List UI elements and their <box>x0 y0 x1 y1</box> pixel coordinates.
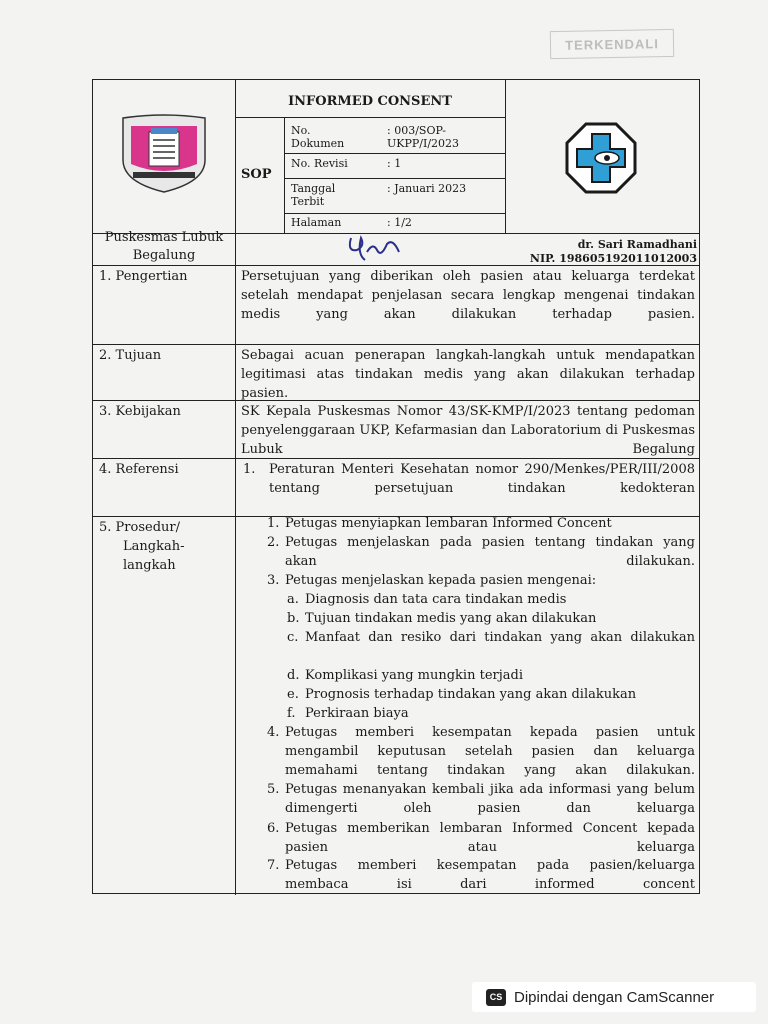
text-tujuan: Sebagai acuan penerapan langkah-langkah untuk mendapatkan legitimasi atas tindakan medis yang akan dilakukan terhadap pasien. <box>241 348 695 401</box>
camscanner-watermark <box>472 982 756 1012</box>
substep-num: f. <box>287 706 296 721</box>
step-text: Petugas memberi kesempatan kepada pasien untuk mengambil keputusan setelah pasien dan keluarga memahami tentang tindakan yang akan dilakukan. <box>285 725 695 778</box>
field-value-tanggal-terbit: : Januari 2023 <box>387 182 467 195</box>
puskesmas-logo <box>121 114 207 194</box>
step-num: 2. <box>267 535 280 550</box>
substep-num: b. <box>287 611 300 626</box>
step-num: 7. <box>267 858 280 873</box>
text-pengertian: Persetujuan yang diberikan oleh pasien atau keluarga terdekat setelah mendapat penjelasan secara lengkap mengenai tindakan medis yang akan dilakukan terhadap pasien. <box>241 269 695 322</box>
step-text: Petugas menyiapkan lembaran Informed Concent <box>285 516 612 531</box>
health-cross-logo <box>565 122 637 194</box>
step-num: 5. <box>267 782 280 797</box>
field-value-no-revisi: : 1 <box>387 157 402 170</box>
substep-text: Perkiraan biaya <box>305 706 409 721</box>
substep-num: c. <box>287 630 299 645</box>
field-label-tanggal-terbit: Tanggal Terbit <box>291 182 336 208</box>
camscanner-icon: CS <box>486 989 506 1006</box>
sop-label: SOP <box>241 167 272 182</box>
document-title: INFORMED CONSENT <box>288 94 452 109</box>
step-num: 4. <box>267 725 280 740</box>
substep-text: Manfaat dan resiko dari tindakan yang akan dilakukan <box>305 630 695 645</box>
field-value-halaman: : 1/2 <box>387 216 412 229</box>
step-text: Petugas memberikan lembaran Informed Concent kepada pasien atau keluarga <box>285 821 695 855</box>
substep-num: a. <box>287 592 299 607</box>
field-label-halaman: Halaman <box>291 216 342 229</box>
substep-text: Tujuan tindakan medis yang akan dilakukan <box>305 611 597 626</box>
signatory-name: dr. Sari Ramadhani <box>577 238 697 251</box>
sop-document <box>92 79 700 894</box>
label-prosedur-1: 5. Prosedur/ <box>99 520 180 535</box>
step-text: Petugas memberi kesempatan pada pasien/keluarga membaca isi dari informed concent <box>285 858 695 892</box>
label-prosedur-3: langkah <box>123 558 176 573</box>
substep-num: d. <box>287 668 300 683</box>
handwritten-signature <box>343 232 413 262</box>
step-num: 3. <box>267 573 280 588</box>
institution-name: Puskesmas Lubuk Begalung <box>104 230 224 263</box>
label-referensi: 4. Referensi <box>99 462 179 477</box>
step-num: 6. <box>267 821 280 836</box>
label-prosedur-2: Langkah- <box>123 539 185 554</box>
substep-text: Prognosis terhadap tindakan yang akan dilakukan <box>305 687 637 702</box>
signatory-nip: NIP. 198605192011012003 <box>529 252 697 265</box>
field-value-no-dokumen: : 003/SOP-UKPP/I/2023 <box>387 124 460 150</box>
label-pengertian: 1. Pengertian <box>99 269 188 284</box>
substep-text: Diagnosis dan tata cara tindakan medis <box>305 592 567 607</box>
label-tujuan: 2. Tujuan <box>99 348 162 363</box>
ref-num: 1. <box>243 462 256 477</box>
field-label-no-dokumen: No. Dokumen <box>291 124 345 150</box>
step-text: Petugas menanyakan kembali jika ada informasi yang belum dimengerti oleh pasien dan keluarga <box>285 782 695 816</box>
step-text: Petugas menjelaskan kepada pasien mengenai: <box>285 573 597 588</box>
controlled-stamp: TERKENDALI <box>550 29 674 59</box>
step-num: 1. <box>267 516 280 531</box>
step-text: Petugas menjelaskan pada pasien tentang tindakan yang akan dilakukan. <box>285 535 695 569</box>
substep-text: Komplikasi yang mungkin terjadi <box>305 668 523 683</box>
field-label-no-revisi: No. Revisi <box>291 157 348 170</box>
text-kebijakan: SK Kepala Puskesmas Nomor 43/SK-KMP/I/2023 tentang pedoman penyelenggaraan UKP, Kefarmasian dan Laboratorium di Puskesmas Lubuk Begalung <box>241 404 695 457</box>
text-referensi: Peraturan Menteri Kesehatan nomor 290/Menkes/PER/III/2008 tentang persetujuan tindakan kedokteran <box>269 462 695 496</box>
substep-num: e. <box>287 687 299 702</box>
camscanner-label: Dipindai dengan CamScanner <box>514 988 715 1006</box>
label-kebijakan: 3. Kebijakan <box>99 404 181 419</box>
